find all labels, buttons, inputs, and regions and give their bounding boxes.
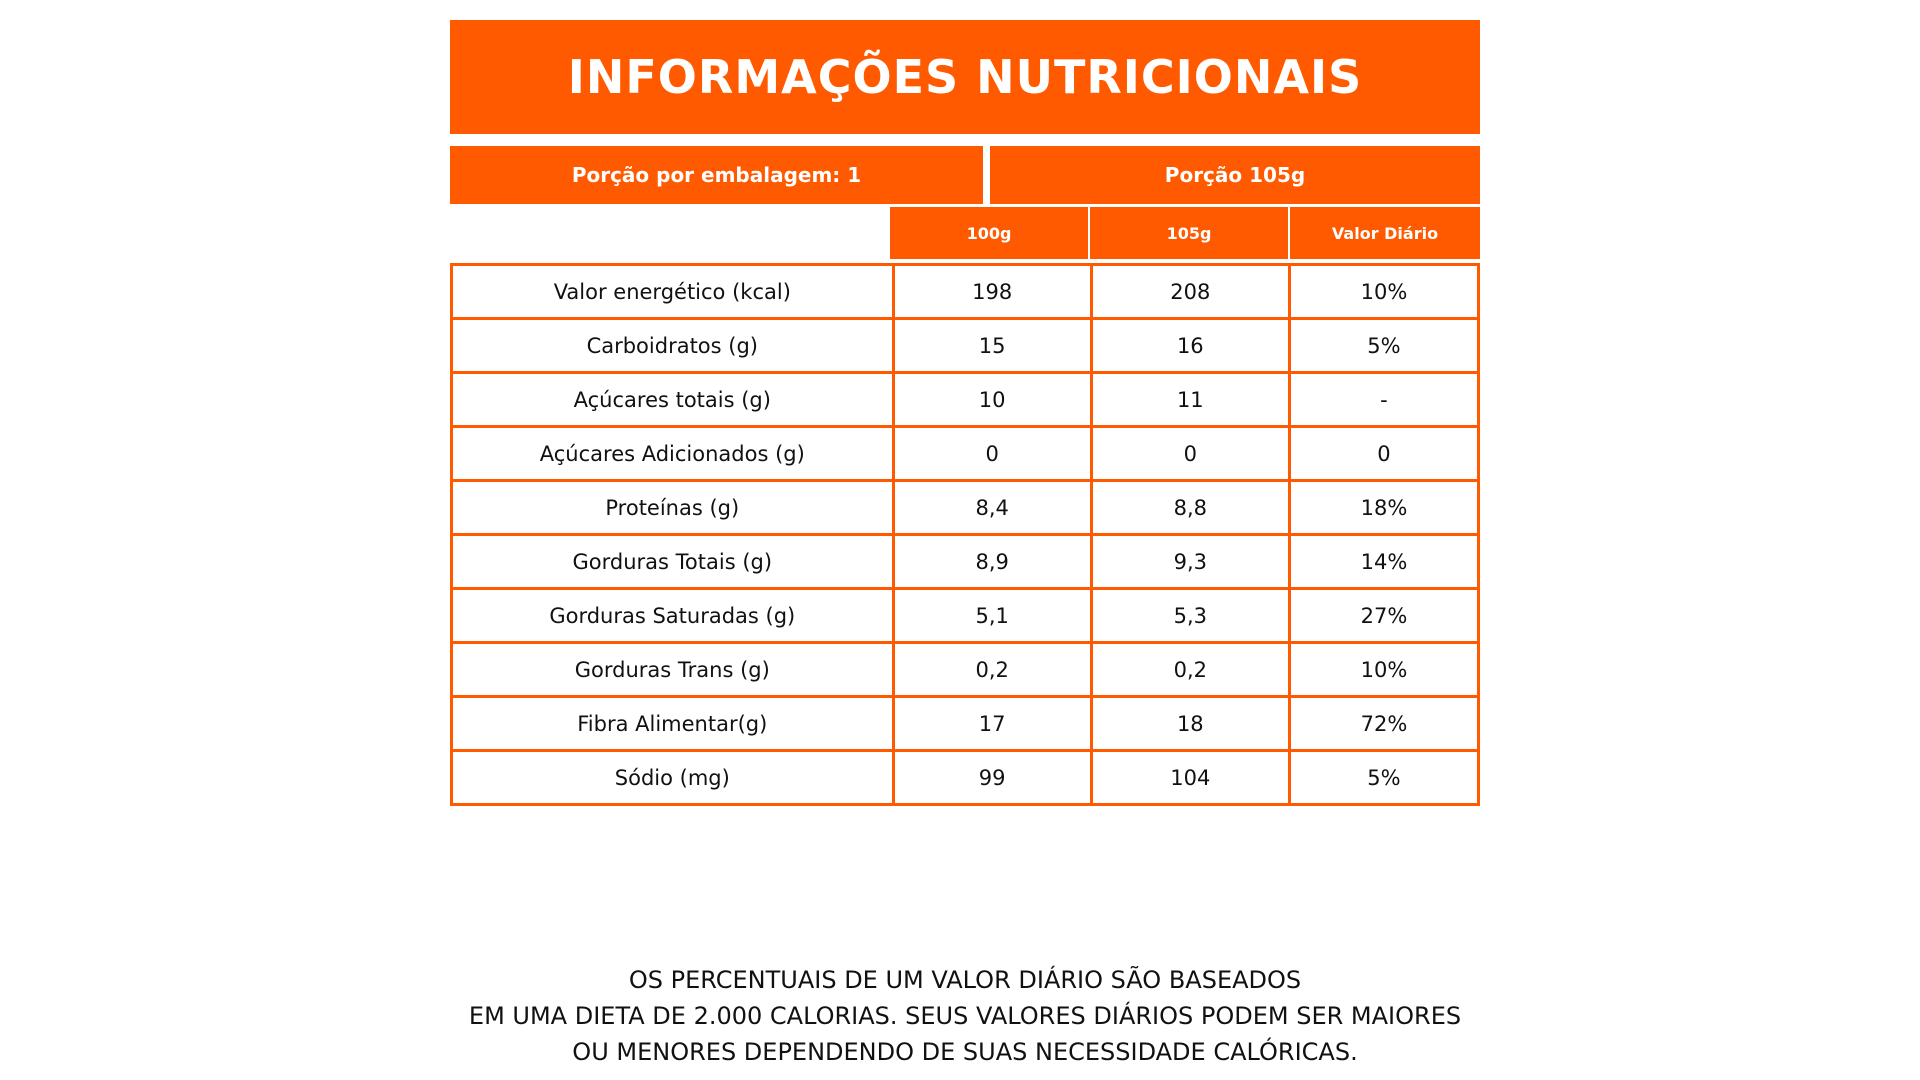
table-row xyxy=(452,373,1479,427)
portion-size: Porção 105g xyxy=(990,146,1480,204)
value-100g: 99 xyxy=(893,751,1091,805)
column-header-100g: 100g xyxy=(890,207,1088,259)
nutrient-name: Fibra Alimentar(g) xyxy=(452,697,894,751)
value-100g: 0,2 xyxy=(893,643,1091,697)
daily-value: 14% xyxy=(1289,535,1478,589)
value-105g: 8,8 xyxy=(1091,481,1289,535)
daily-value: 10% xyxy=(1289,643,1478,697)
column-header-105g: 105g xyxy=(1090,207,1288,259)
value-105g: 5,3 xyxy=(1091,589,1289,643)
value-105g: 18 xyxy=(1091,697,1289,751)
column-header-daily-value: Valor Diário xyxy=(1290,207,1480,259)
nutrient-name: Gorduras Totais (g) xyxy=(452,535,894,589)
nutrient-name: Sódio (mg) xyxy=(452,751,894,805)
footnote-line: EM UMA DIETA DE 2.000 CALORIAS. SEUS VALORES DIÁRIOS PODEM SER MAIORES xyxy=(468,1002,1462,1030)
value-105g: 104 xyxy=(1091,751,1289,805)
nutrient-name: Gorduras Trans (g) xyxy=(452,643,894,697)
page-title: INFORMAÇÕES NUTRICIONAIS xyxy=(567,50,1363,104)
value-100g: 8,4 xyxy=(893,481,1091,535)
nutrient-name: Carboidratos (g) xyxy=(452,319,894,373)
table-row xyxy=(452,643,1479,697)
nutrient-name: Proteínas (g) xyxy=(452,481,894,535)
value-100g: 5,1 xyxy=(893,589,1091,643)
value-100g: 15 xyxy=(893,319,1091,373)
value-105g: 9,3 xyxy=(1091,535,1289,589)
nutrient-name: Açúcares totais (g) xyxy=(452,373,894,427)
daily-value: 72% xyxy=(1289,697,1478,751)
daily-value: - xyxy=(1289,373,1478,427)
value-100g: 0 xyxy=(893,427,1091,481)
nutrient-name: Açúcares Adicionados (g) xyxy=(452,427,894,481)
table-row xyxy=(452,751,1479,805)
table-row xyxy=(452,265,1479,319)
value-105g: 16 xyxy=(1091,319,1289,373)
daily-value: 18% xyxy=(1289,481,1478,535)
value-105g: 208 xyxy=(1091,265,1289,319)
value-100g: 8,9 xyxy=(893,535,1091,589)
table-row xyxy=(452,697,1479,751)
table-row xyxy=(452,481,1479,535)
value-100g: 10 xyxy=(893,373,1091,427)
daily-value: 10% xyxy=(1289,265,1478,319)
daily-value: 0 xyxy=(1289,427,1478,481)
nutrient-name: Valor energético (kcal) xyxy=(452,265,894,319)
footnote-line: OS PERCENTUAIS DE UM VALOR DIÁRIO SÃO BASEADOS xyxy=(628,966,1302,994)
table-row xyxy=(452,535,1479,589)
table-row xyxy=(452,427,1479,481)
table-row xyxy=(452,589,1479,643)
footnote-line: OU MENORES DEPENDENDO DE SUAS NECESSIDADE CALÓRICAS. xyxy=(572,1038,1358,1066)
daily-value: 27% xyxy=(1289,589,1478,643)
daily-value-footnote xyxy=(350,962,1580,1070)
value-105g: 0,2 xyxy=(1091,643,1289,697)
daily-value: 5% xyxy=(1289,319,1478,373)
value-105g: 0 xyxy=(1091,427,1289,481)
value-100g: 17 xyxy=(893,697,1091,751)
nutrition-table xyxy=(450,263,1480,806)
value-100g: 198 xyxy=(893,265,1091,319)
nutrient-name: Gorduras Saturadas (g) xyxy=(452,589,894,643)
value-105g: 11 xyxy=(1091,373,1289,427)
portions-per-package: Porção por embalagem: 1 xyxy=(450,146,983,204)
table-row xyxy=(452,319,1479,373)
daily-value: 5% xyxy=(1289,751,1478,805)
title-banner xyxy=(450,20,1480,134)
